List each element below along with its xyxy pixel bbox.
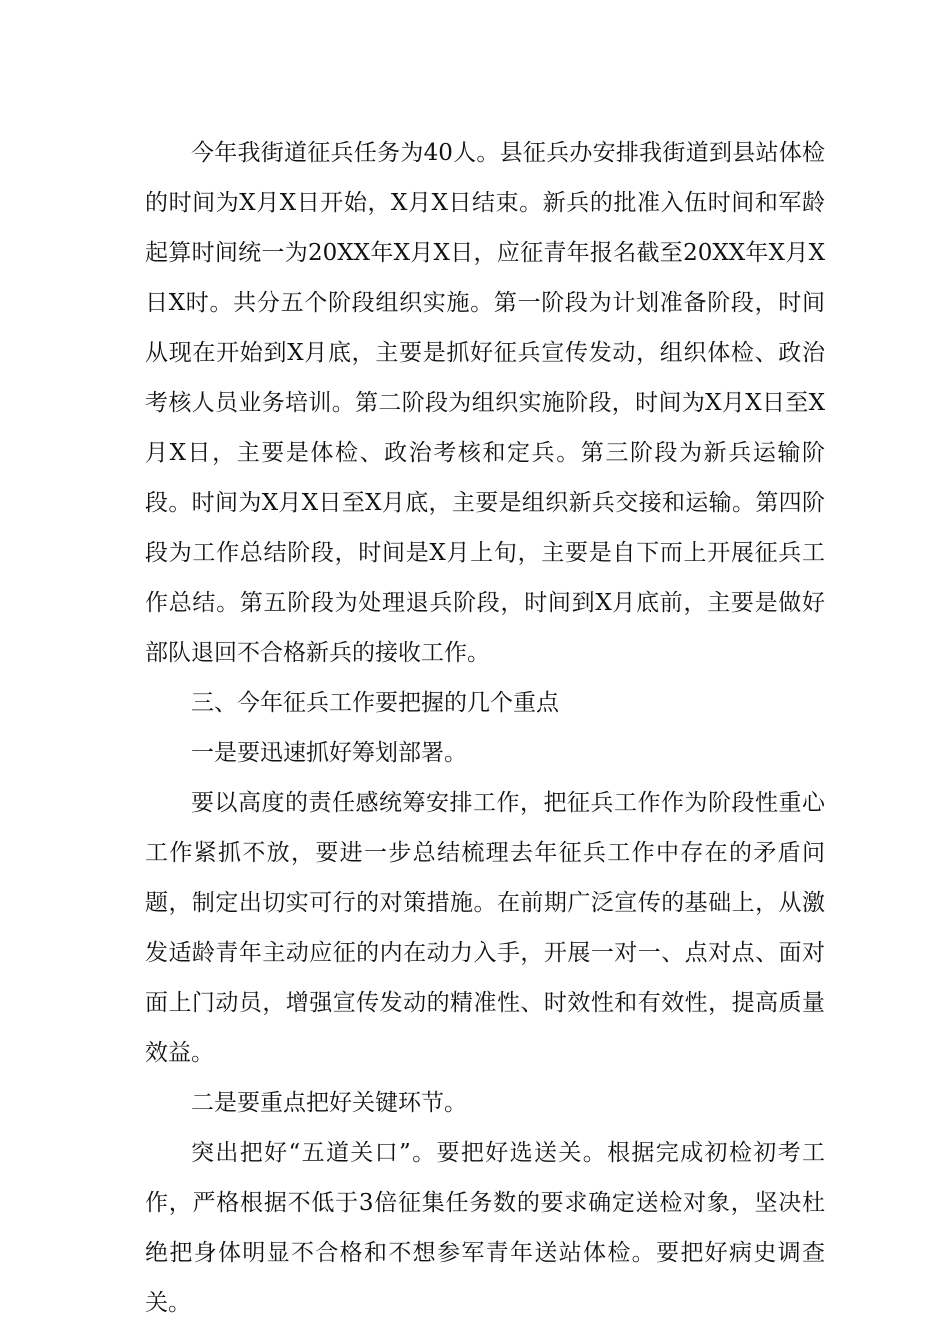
subheading-planning: 一是要迅速抓好筹划部署。 bbox=[191, 740, 467, 766]
section-heading-key-points: 三、今年征兵工作要把握的几个重点 bbox=[191, 690, 559, 716]
paragraph-recruitment-schedule: 今年我街道征兵任务为40人。县征兵办安排我街道到县站体检的时间为X月X日开始，X月X日结束。新兵的批准入伍时间和军龄起算时间统一为20XX年X月X日，应征青年报名截至20XX年X月X日X时。共分五个阶段组织实施。第一阶段为计划准备阶段，时间从现在开始到X月底，主要是抓好征兵宣传发动，组织体检、政治考核人员业务培训。第二阶段为组织实施阶段，时间为X月X日至X月X日，主要是体检、政治考核和定兵。第三阶段为新兵运输阶段。时间为X月X日至X月底，主要是组织新兵交接和运输。第四阶段为工作总结阶段，时间是X月上旬，主要是自下而上开展征兵工作总结。第五阶段为处理退兵阶段，时间到X月底前，主要是做好部队退回不合格新兵的接收工作。 bbox=[145, 140, 825, 666]
document-body bbox=[145, 128, 825, 1328]
paragraph-planning: 要以高度的责任感统筹安排工作，把征兵工作作为阶段性重心工作紧抓不放，要进一步总结梳理去年征兵工作中存在的矛盾问题，制定出切实可行的对策措施。在前期广泛宣传的基础上，从激发适龄青年主动应征的内在动力入手，开展一对一、点对点、面对面上门动员，增强宣传发动的精准性、时效性和有效性，提高质量效益。 bbox=[145, 790, 825, 1066]
paragraph-five-checkpoints: 突出把好“五道关口”。要把好选送关。根据完成初检初考工作，严格根据不低于3倍征集任务数的要求确定送检对象，坚决杜绝把身体明显不合格和不想参军青年送站体检。要把好病史调查关。 bbox=[145, 1140, 825, 1316]
subheading-key-links: 二是要重点把好关键环节。 bbox=[191, 1090, 467, 1116]
